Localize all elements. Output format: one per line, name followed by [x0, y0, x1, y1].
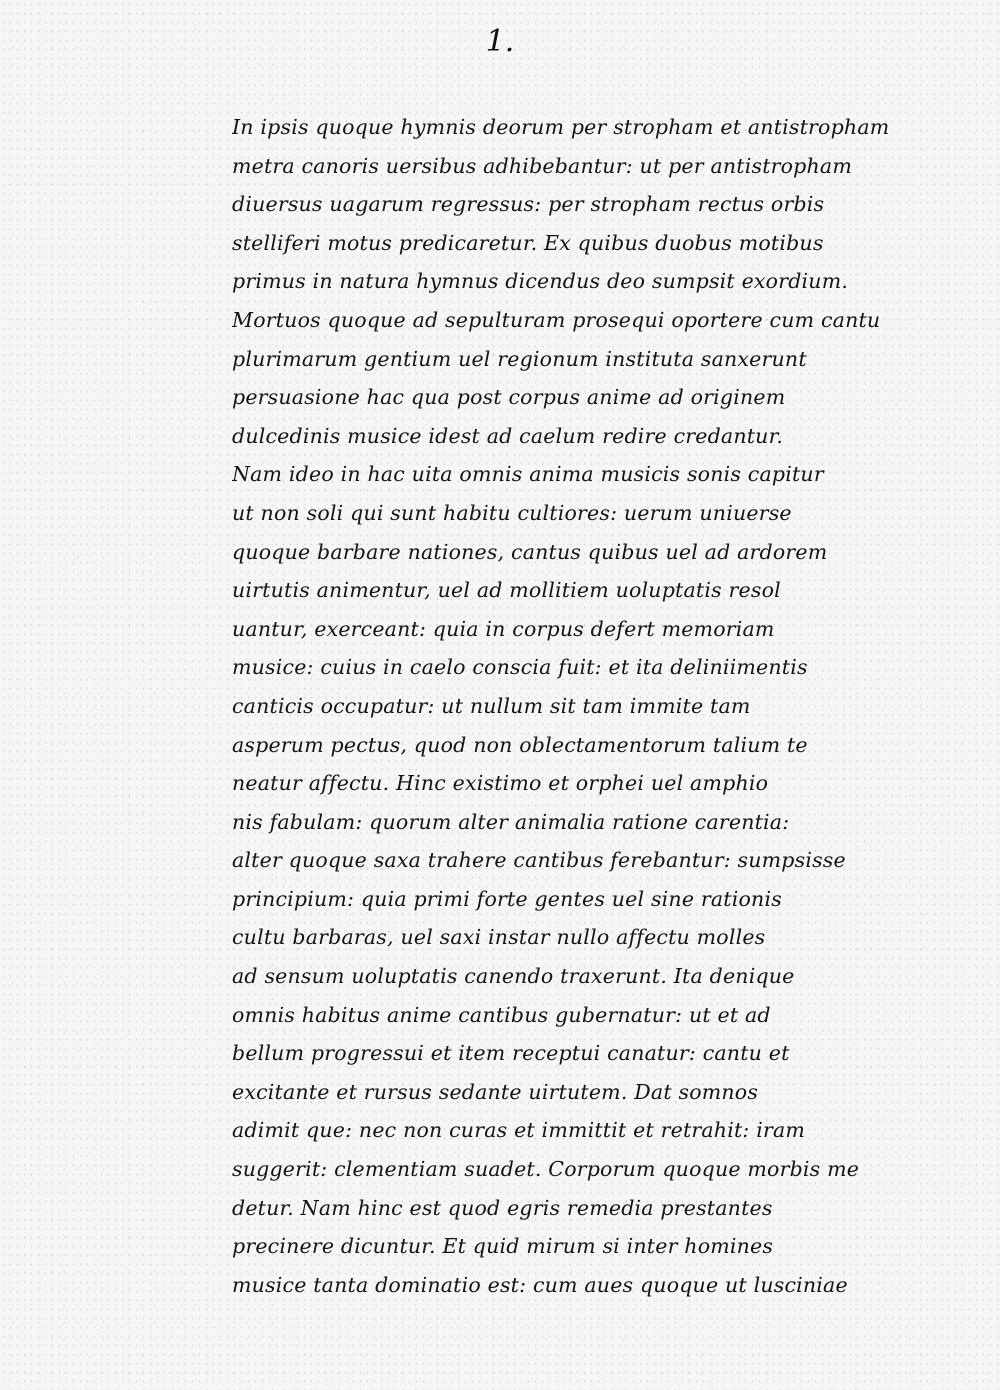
- text-line: persuasione hac qua post corpus anime ad originem: [232, 385, 786, 410]
- folio-number: 1.: [485, 24, 515, 59]
- text-line: Nam ideo in hac uita omnis anima musicis sonis capitur: [232, 462, 824, 487]
- text-line: cultu barbaras, uel saxi instar nullo affectu molles: [232, 925, 766, 950]
- text-line: alter quoque saxa trahere cantibus ferebantur: sumpsisse: [232, 848, 846, 873]
- text-line: musice: cuius in caelo conscia fuit: et ita deliniimentis: [232, 655, 808, 680]
- text-line: uantur, exerceant: quia in corpus defert memoriam: [232, 616, 775, 641]
- text-line: canticis occupatur: ut nullum sit tam immite tam: [232, 693, 751, 718]
- text-line: uirtutis animentur, uel ad mollitiem uoluptatis resol: [232, 578, 781, 603]
- text-line: asperum pectus, quod non oblectamentorum talium te: [232, 732, 808, 757]
- text-line: diuersus uagarum regressus: per stropham rectus orbis: [232, 192, 825, 217]
- manuscript-text: [232, 108, 902, 1304]
- text-line: quoque barbare nationes, cantus quibus uel ad ardorem: [232, 539, 828, 564]
- text-line: bellum progressui et item receptui canatur: cantu et: [232, 1041, 790, 1066]
- text-line: detur. Nam hinc est quod egris remedia prestantes: [232, 1195, 773, 1220]
- text-line: principium: quia primi forte gentes uel sine rationis: [232, 886, 782, 911]
- text-line: musice tanta dominatio est: cum aues quoque ut lusciniae: [232, 1272, 848, 1297]
- text-line: ut non soli qui sunt habitu cultiores: uerum uniuerse: [232, 500, 792, 525]
- text-line: precinere dicuntur. Et quid mirum si inter homines: [232, 1234, 774, 1259]
- text-line: metra canoris uersibus adhibebantur: ut per antistropham: [232, 153, 852, 178]
- text-line: suggerit: clementiam suadet. Corporum quoque morbis me: [232, 1157, 860, 1182]
- text-line: dulcedinis musice idest ad caelum redire credantur.: [232, 423, 784, 448]
- text-line: omnis habitus anime cantibus gubernatur: ut et ad: [232, 1002, 771, 1027]
- text-line: neatur affectu. Hinc existimo et orphei uel amphio: [232, 771, 769, 796]
- text-line: Mortuos quoque ad sepulturam prosequi oportere cum cantu: [232, 307, 881, 332]
- text-line: stelliferi motus predicaretur. Ex quibus duobus motibus: [232, 230, 824, 255]
- text-line: ad sensum uoluptatis canendo traxerunt. Ita denique: [232, 964, 795, 989]
- text-line: nis fabulam: quorum alter animalia ratione carentia:: [232, 809, 790, 834]
- text-line: In ipsis quoque hymnis deorum per stropham et antistropham: [232, 115, 890, 139]
- text-line: adimit que: nec non curas et immittit et retrahit: iram: [232, 1118, 806, 1143]
- text-line: excitante et rursus sedante uirtutem. Dat somnos: [232, 1079, 759, 1104]
- text-line: plurimarum gentium uel regionum instituta sanxerunt: [232, 346, 807, 371]
- text-line: primus in natura hymnus dicendus deo sumpsit exordium.: [232, 269, 849, 294]
